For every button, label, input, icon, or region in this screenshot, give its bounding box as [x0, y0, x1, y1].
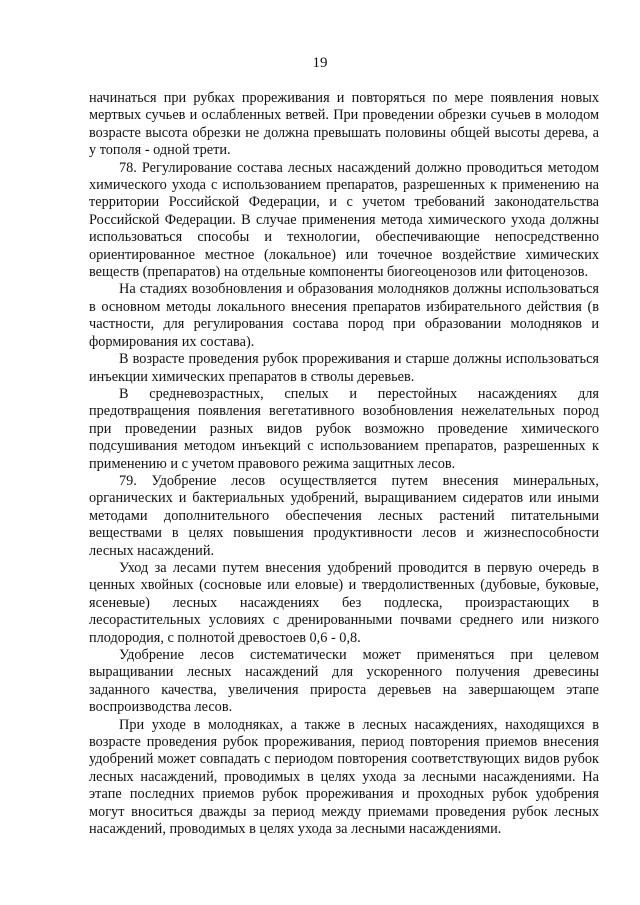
paragraph-item-78: 78. Регулирование состава лесных насаждений должно проводиться методом химического ухода с использованием препаратов, разрешенных к применению на территории Российской Федерации, и с учетом требований законодательства Российской Федерации. В случае применения метода химического ухода должны использоваться способы и технологии, обеспечивающие непосредственно ориентированное местное (локальное) или точечное воздействие химических веществ (препаратов) на отдельные компоненты биогеоценозов или фитоценозов.: [89, 159, 599, 281]
paragraph: В средневозрастных, спелых и перестойных насаждениях для предотвращения появления вегетативного возобновления нежелательных пород при проведении разных видов рубок возможно проведение химического подсушивания методом инъекций с использованием препаратов, разрешенных к применению и с учетом правового режима защитных лесов.: [89, 385, 599, 472]
paragraph: На стадиях возобновления и образования молодняков должны использоваться в основном методы локального внесения препаратов избирательного действия (в частности, для регулирования состава пород при образовании молодняков и формирования их состава).: [89, 281, 599, 350]
page-number: 19: [312, 55, 328, 71]
paragraph: Удобрение лесов систематически может применяться при целевом выращивании лесных насаждений для ускоренного получения древесины заданного качества, увеличения прироста деревьев на завершающем этапе воспроизводства лесов.: [89, 647, 599, 716]
paragraph-item-79: 79. Удобрение лесов осуществляется путем внесения минеральных, органических и бактериальных удобрений, выращиванием сидератов или иными методами дополнительного обеспечения лесных растений питательными веществами в целях повышения продуктивности лесов и жизнеспособности лесных насаждений.: [89, 472, 599, 559]
paragraph: При уходе в молодняках, а также в лесных насаждениях, находящихся в возрасте проведения рубок прореживания, период повторения приемов внесения удобрений может совпадать с периодом повторения соответствующих видов рубок лесных насаждений, проводимых в целях ухода за лесными насаждениями. На этапе последних приемов рубок прореживания и проходных рубок удобрения могут вноситься дважды за период между приемами проведения рубок лесных насаждений, проводимых в целях ухода за лесными насаждениями.: [89, 716, 599, 838]
paragraph: Уход за лесами путем внесения удобрений проводится в первую очередь в ценных хвойных (сосновые или еловые) и твердолиственных (дубовые, буковые, ясеневые) лесных насаждениях без подлеска, произрастающих в лесорастительных условиях с дренированными почвами среднего или низкого плодородия, с полнотой древостоев 0,6 - 0,8.: [89, 559, 599, 646]
paragraph-continuation: начинаться при рубках прореживания и повторяться по мере появления новых мертвых сучьев и ослабленных ветвей. При проведении обрезки сучьев в молодом возрасте высота обрезки не должна превышать половины общей высоты дерева, а у тополя - одной трети.: [89, 90, 599, 159]
paragraph: В возрасте проведения рубок прореживания и старше должны использоваться инъекции химических препаратов в стволы деревьев.: [89, 351, 599, 385]
document-body: [89, 90, 599, 838]
